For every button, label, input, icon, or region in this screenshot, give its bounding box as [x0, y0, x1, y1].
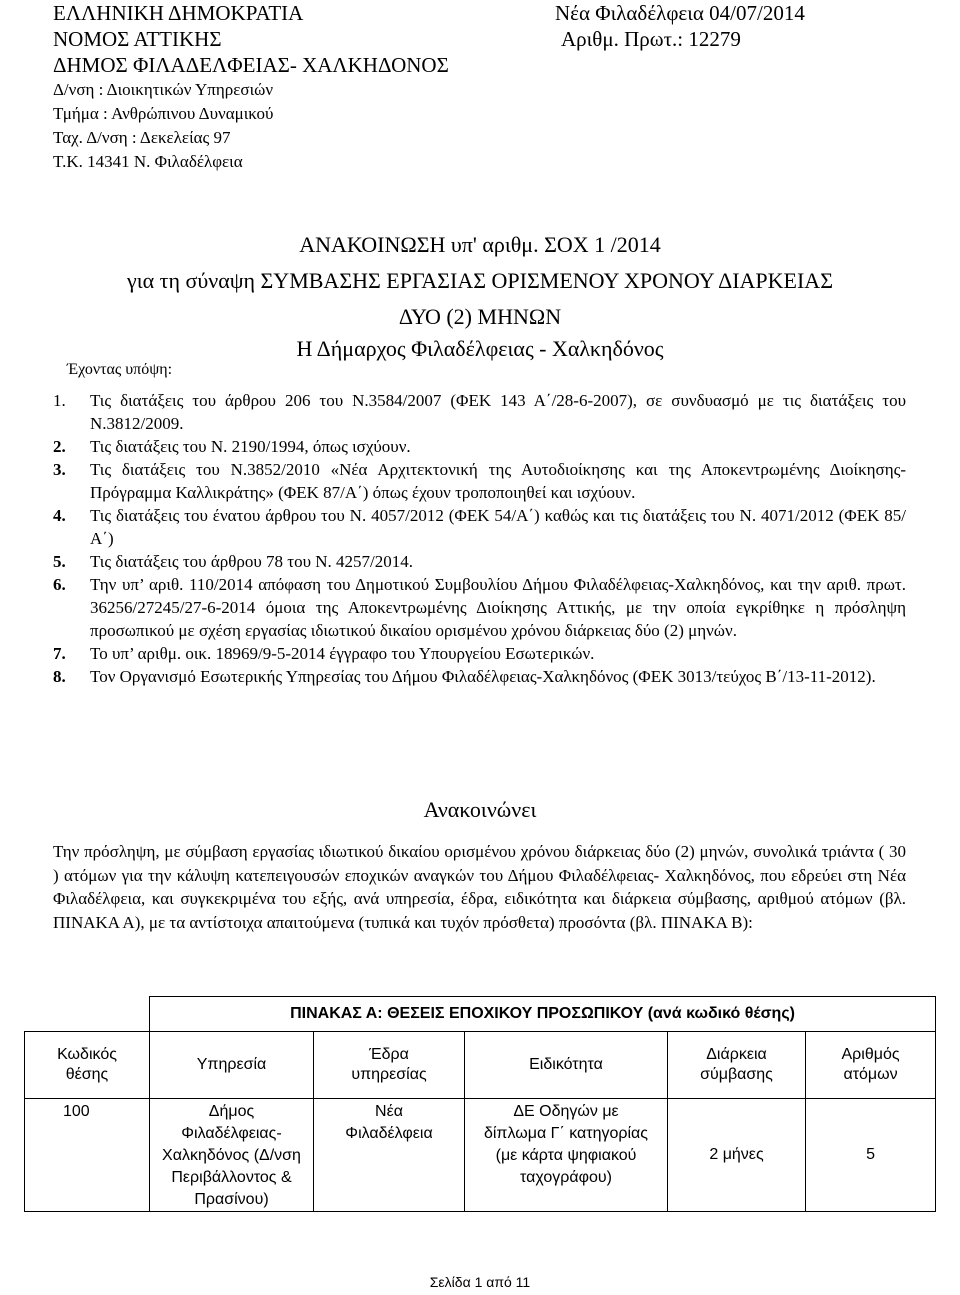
letterhead-line: Δ/νση : Διοικητικών Υπηρεσιών — [53, 80, 274, 99]
announcement-issuer: Η Δήμαρχος Φιλαδέλφειας - Χαλκηδόνος — [296, 336, 664, 361]
list-item — [53, 458, 906, 504]
announcement-subject: για τη σύναψη ΣΥΜΒΑΣΗΣ ΕΡΓΑΣΙΑΣ ΟΡΙΣΜΕΝΟΥ ΧΡΟΝΟΥ ΔΙΑΡΚΕΙΑΣ — [126, 268, 834, 293]
positions-table — [24, 996, 936, 1212]
place-date: Νέα Φιλαδέλφεια 04/07/2014 — [555, 1, 805, 25]
item-number: 2. — [53, 437, 66, 456]
letterhead-line: ΝΟΜΟΣ ΑΤΤΙΚΗΣ — [53, 27, 222, 51]
table-caption: ΠΙΝΑΚΑΣ Α: ΘΕΣΕΙΣ ΕΠΟΧΙΚΟΥ ΠΡΟΣΩΠΙΚΟΥ (ανά κωδικό θέσης) — [150, 997, 936, 1032]
body-paragraph: Την πρόσληψη, με σύμβαση εργασίας ιδιωτικού δικαίου ορισμένου χρόνου διάρκειας δύο (2) μηνών, συνολικά τριάντα ( 30 ) ατόμων για την κάλυψη κατεπειγουσών εποχικών αναγκών του Δήμου Φιλαδέλφειας- Χαλκηδόνος, που εδρεύει στη Νέα Φιλαδέλφεια, και συγκεκριμένα του εξής, ανά υπηρεσία, έδρα, ειδικότητα και διάρκεια σύμβασης, αριθμού ατόμων (βλ. ΠΙΝΑΚΑ Α), με τα αντίστοιχα απαιτούμενα (τυπικά και τυχόν πρόσθετα) προσόντα (βλ. ΠΙΝΑΚΑ Β): — [53, 842, 906, 932]
item-number: 6. — [53, 575, 66, 594]
list-item — [53, 642, 906, 665]
considering-label: Έχοντας υπόψη: — [67, 361, 173, 378]
cell-duration: 2 μήνες — [668, 1099, 806, 1212]
item-text: Τις διατάξεις του ένατου άρθρου του Ν. 4057/2012 (ΦΕΚ 54/Α΄) καθώς και τις διατάξεις του Ν. 4071/2012 (ΦΕΚ 85/Α΄) — [90, 506, 906, 548]
list-item — [53, 573, 906, 642]
cell-seat: Νέα Φιλαδέλφεια — [314, 1099, 465, 1212]
list-item — [53, 389, 906, 435]
table-corner — [25, 997, 150, 1032]
letterhead-line: ΔΗΜΟΣ ΦΙΛΑΔΕΛΦΕΙΑΣ- ΧΑΛΚΗΔΟΝΟΣ — [53, 53, 449, 77]
item-number: 1. — [53, 391, 66, 410]
letterhead-line: Τμήμα : Ανθρώπινου Δυναμικού — [53, 104, 274, 123]
letterhead — [53, 0, 449, 174]
item-text: Τις διατάξεις του Ν.3852/2010 «Νέα Αρχιτεκτονική της Αυτοδιοίκησης και της Αποκεντρωμένης Διοίκησης-Πρόγραμμα Καλλικράτης» (ΦΕΚ 87/Α΄) όπως έχουν τροποποιηθεί και ισχύουν. — [90, 460, 906, 502]
item-text: Τον Οργανισμό Εσωτερικής Υπηρεσίας του Δήμου Φιλαδέλφειας-Χαλκηδόνος (ΦΕΚ 3013/τεύχος Β΄/13-11-2012). — [90, 667, 876, 686]
item-text: Την υπ’ αριθ. 110/2014 απόφαση του Δημοτικού Συμβουλίου Δήμου Φιλαδέλφειας-Χαλκηδόνος, και την αριθ. πρωτ. 36256/27245/27-6-2014 όμοια της Αποκεντρωμένης Διοίκησης Αττικής, με την οποία εγκρίθηκε η πρόσληψη προσωπικού με σχέση εργασίας ιδιωτικού δικαίου ορισμένου χρόνου διάρκειας δύο (2) μηνών. — [90, 575, 906, 640]
column-header: Ειδικότητα — [465, 1032, 668, 1099]
list-item — [53, 435, 906, 458]
cell-service: Δήμος Φιλαδέλφειας- Χαλκηδόνος (Δ/νση Περιβάλλοντος & Πρασίνου) — [150, 1099, 314, 1212]
item-text: Τις διατάξεις του Ν. 2190/1994, όπως ισχύουν. — [90, 437, 411, 456]
item-number: 8. — [53, 667, 66, 686]
item-text: Τις διατάξεις του άρθρου 78 του Ν. 4257/2014. — [90, 552, 414, 571]
item-number: 5. — [53, 552, 66, 571]
cell-code: 100 — [25, 1099, 150, 1212]
column-header: Υπηρεσία — [150, 1032, 314, 1099]
legal-basis-list — [53, 389, 906, 688]
column-header: Διάρκεια σύμβασης — [668, 1032, 806, 1099]
list-item — [53, 504, 906, 550]
item-text: Το υπ’ αριθμ. οικ. 18969/9-5-2014 έγγραφο του Υπουργείου Εσωτερικών. — [90, 644, 595, 663]
item-number: 3. — [53, 460, 66, 479]
announces-heading: Ανακοινώνει — [423, 797, 537, 822]
item-number: 4. — [53, 506, 66, 525]
item-text: Τις διατάξεις του άρθρου 206 του Ν.3584/2007 (ΦΕΚ 143 Α΄/28-6-2007), σε συνδυασμό με τις διατάξεις του Ν.3812/2009. — [90, 391, 906, 433]
list-item — [53, 550, 906, 573]
column-header: Αριθμός ατόμων — [806, 1032, 936, 1099]
letterhead-line: ΕΛΛΗΝΙΚΗ ΔΗΜΟΚΡΑΤΙΑ — [53, 1, 304, 25]
list-item — [53, 665, 906, 688]
item-number: 7. — [53, 644, 66, 663]
announcement-duration: ΔΥΟ (2) ΜΗΝΩΝ — [398, 304, 562, 329]
protocol-number: Αριθμ. Πρωτ.: 12279 — [561, 27, 741, 51]
letterhead-line: Ταχ. Δ/νση : Δεκελείας 97 — [53, 128, 231, 147]
cell-specialty: ΔΕ Οδηγών με δίπλωμα Γ΄ κατηγορίας (με κάρτα ψηφιακού ταχογράφου) — [465, 1099, 668, 1212]
letterhead-line: Τ.Κ. 14341 Ν. Φιλαδέλφεια — [53, 152, 243, 171]
column-header: Κωδικός θέσης — [25, 1032, 150, 1099]
cell-count: 5 — [806, 1099, 936, 1212]
table-header-row — [25, 1032, 936, 1099]
table-row — [25, 1099, 936, 1212]
column-header: Έδρα υπηρεσίας — [314, 1032, 465, 1099]
announcement-number: ΑΝΑΚΟΙΝΩΣΗ υπ' αριθμ. ΣΟΧ 1 /2014 — [299, 232, 661, 257]
page-footer: Σελίδα 1 από 11 — [429, 1274, 531, 1290]
